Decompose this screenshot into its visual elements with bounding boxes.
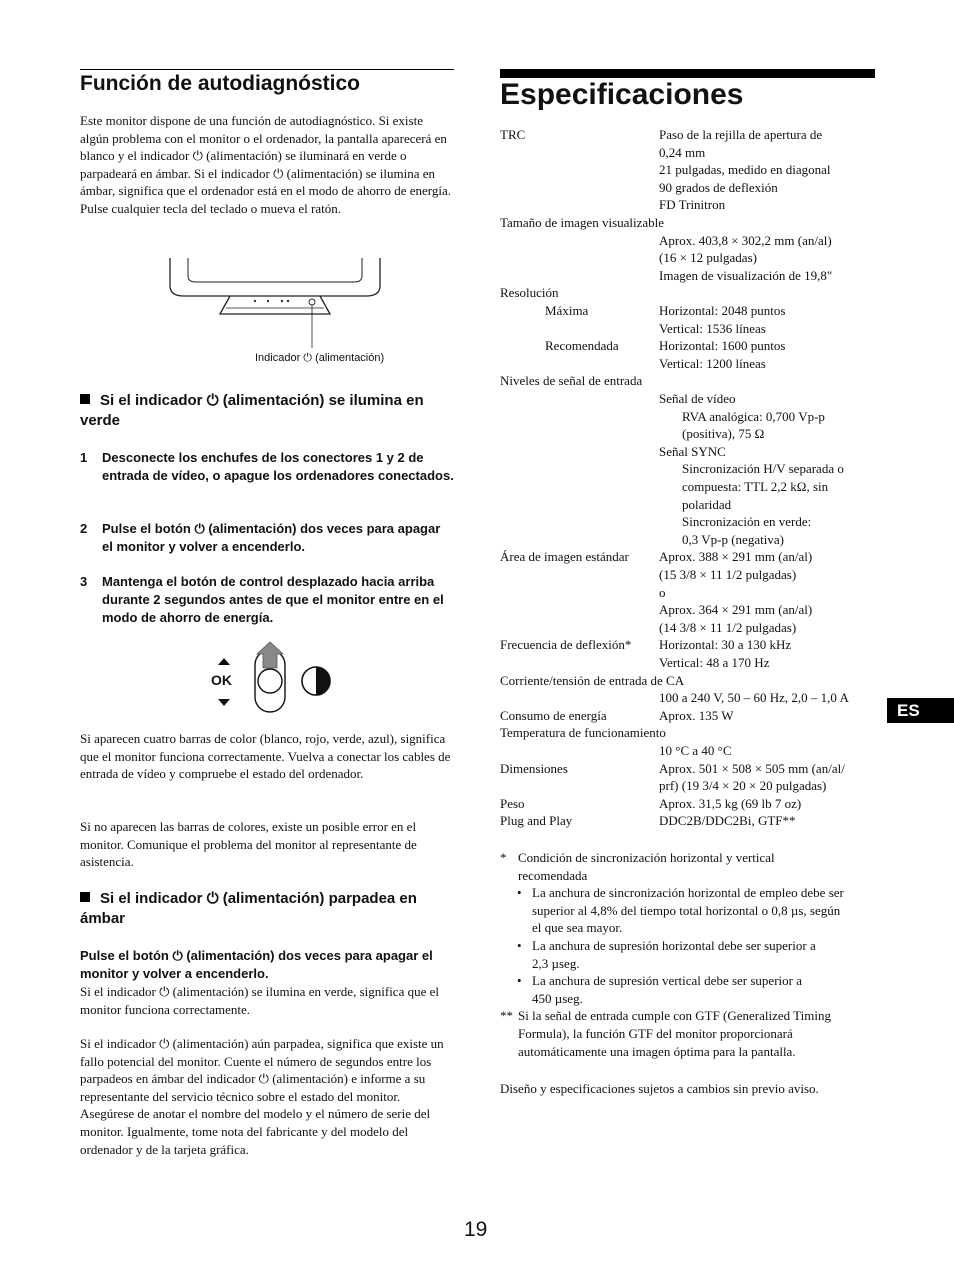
- note-line: 450 µseg.: [532, 990, 583, 1006]
- spec-value: polaridad: [682, 496, 732, 512]
- square-bullet-icon: [80, 892, 90, 902]
- spec-value: Aprox. 501 × 508 × 505 mm (an/al/: [659, 760, 845, 776]
- disclaimer: Diseño y especificaciones sujetos a cambios sin previo aviso.: [500, 1081, 819, 1096]
- spec-value: Vertical: 48 a 170 Hz: [659, 655, 770, 670]
- page-number: 19: [464, 1218, 488, 1241]
- spec-row: [500, 302, 880, 320]
- spec-row: [500, 742, 880, 760]
- spec-row: [500, 812, 880, 830]
- note-line: recomendada: [518, 867, 588, 883]
- note-line: Formula), la función GTF del monitor proporcionará: [518, 1025, 793, 1041]
- spec-value: Señal SYNC: [659, 443, 726, 459]
- spec-row: [500, 144, 880, 162]
- spec-value: Señal de vídeo: [659, 391, 736, 406]
- amber-paragraph-1: Si el indicador ⏻ (alimentación) se ilumina en verde, significa que el monitor funciona correctamente.: [80, 984, 439, 1017]
- spec-row: [500, 408, 880, 426]
- spec-row: [500, 372, 880, 390]
- spec-value: 100 a 240 V, 50 – 60 Hz, 2,0 – 1,0 A: [659, 690, 849, 706]
- spec-row: [500, 126, 880, 144]
- spec-row: [500, 584, 880, 602]
- spec-label: Consumo de energía: [500, 707, 607, 723]
- amber-instruction: Pulse el botón ⏻ (alimentación) dos veces para apagar el monitor y volver a encenderlo.: [80, 948, 433, 981]
- spec-row: [500, 777, 880, 795]
- spec-value: Horizontal: 30 a 130 kHz: [659, 637, 792, 653]
- spec-label: Máxima: [545, 303, 589, 318]
- spec-label: Temperatura de funcionamiento: [500, 725, 666, 741]
- figure-caption: Indicador ⏻ (alimentación): [255, 352, 385, 364]
- amber-paragraph-2: Si el indicador ⏻ (alimentación) aún parpadea, significa que existe un fallo potencial del monitor. Cuente el número de segundos entre los parpadeos en ámbar del indicador ⏻ (alimentación) e informe a su representante del servicio técnico sobre el estado del monitor. Asegúrese de anotar el nombre del modelo y el número de serie del monitor. Igualmente, tome nota del fabricante y del modelo del ordenador y de la tarjeta gráfica.: [80, 1036, 444, 1157]
- spec-value: (14 3/8 × 11 1/2 pulgadas): [659, 619, 797, 635]
- note-marker: **: [500, 1008, 513, 1024]
- step-text: Pulse el botón ⏻ (alimentación) dos veces para apagar el monitor y volver a encenderlo.: [102, 521, 441, 554]
- note-line: 2,3 µseg.: [532, 955, 580, 971]
- spec-row: [500, 267, 880, 285]
- green-indicator-heading: [80, 391, 454, 431]
- spec-row: [500, 337, 880, 355]
- monitor-figure: [160, 250, 390, 350]
- spec-label: Dimensiones: [500, 760, 568, 776]
- note-marker: •: [517, 973, 522, 989]
- spec-row: [500, 760, 880, 778]
- step-number: 3: [80, 574, 88, 589]
- spec-row: [500, 707, 880, 725]
- ok-label: OK: [211, 672, 232, 688]
- spec-row: [500, 249, 880, 267]
- spec-value: Vertical: 1536 líneas: [659, 320, 766, 336]
- note-line: La anchura de sincronización horizontal de empleo debe ser: [532, 885, 844, 901]
- spec-value: (16 × 12 pulgadas): [659, 250, 757, 266]
- amber-indicator-heading: [80, 889, 454, 929]
- spec-value: prf) (19 3/4 × 20 × 20 pulgadas): [659, 778, 827, 794]
- note-line: La anchura de supresión vertical debe ser superior a: [532, 973, 802, 989]
- spec-row: [500, 548, 880, 566]
- spec-row: [500, 355, 880, 373]
- spec-row: [500, 724, 880, 742]
- right-title-rule: [500, 69, 875, 78]
- spec-label: Tamaño de imagen visualizable: [500, 215, 665, 230]
- spec-value: Aprox. 388 × 291 mm (an/al): [659, 549, 813, 565]
- spec-label: Resolución: [500, 285, 559, 301]
- spec-row: [500, 232, 880, 250]
- spec-value: Aprox. 364 × 291 mm (an/al): [659, 602, 813, 618]
- spec-value: DDC2B/DDC2Bi, GTF**: [659, 813, 796, 829]
- spec-value: Paso de la rejilla de apertura de: [659, 127, 823, 142]
- spec-row: [500, 196, 880, 214]
- spec-value: 10 °C a 40 °C: [659, 743, 732, 758]
- left-title-rule: [80, 69, 454, 70]
- spec-row: [500, 566, 880, 584]
- spec-value: Sincronización en verde:: [682, 514, 812, 530]
- spec-row: [500, 284, 880, 302]
- left-section-title: Función de autodiagnóstico: [80, 72, 360, 95]
- spec-value: Aprox. 135 W: [659, 707, 734, 723]
- step-text: Mantenga el botón de control desplazado hacia arriba durante 2 segundos antes de que el monitor entre en el modo de ahorro de energía.: [102, 574, 444, 625]
- square-bullet-icon: [80, 394, 90, 404]
- step-number: 1: [80, 450, 88, 465]
- spec-value: 90 grados de deflexión: [659, 179, 778, 195]
- note-line: Si la señal de entrada cumple con GTF (Generalized Timing: [518, 1008, 832, 1024]
- note-line: superior al 4,8% del tiempo total horizontal o 0,8 µs, según: [532, 902, 841, 918]
- note-marker: *: [500, 850, 507, 865]
- note-line: La anchura de supresión horizontal debe ser superior a: [532, 938, 816, 953]
- amber-heading-text: Si el indicador ⏻ (alimentación) parpadea en ámbar: [80, 890, 417, 927]
- right-section-title: Especificaciones: [500, 78, 744, 111]
- spec-value: Sincronización H/V separada o: [682, 461, 844, 477]
- note-marker: •: [517, 885, 522, 901]
- spec-value: Vertical: 1200 líneas: [659, 355, 766, 371]
- intro-paragraph: Este monitor dispone de una función de autodiagnóstico. Si existe algún problema con el monitor o el ordenador, la pantalla aparecerá en blanco y el indicador ⏻ (alimentación) se iluminará en verde o parpadeará en ámbar. Si el indicador ⏻ (alimentación) se ilumina en ámbar, significa que el ordenador está en el modo de ahorro de energía. Pulse cualquier tecla del teclado o mueva el ratón.: [80, 113, 452, 216]
- spec-row: [500, 795, 880, 813]
- spec-value: 0,24 mm: [659, 144, 706, 160]
- steps-list: [80, 449, 454, 629]
- language-tab: ES: [887, 698, 954, 723]
- spec-row: [500, 531, 880, 549]
- spec-label: Corriente/tensión de entrada de CA: [500, 672, 685, 688]
- spec-row: [500, 425, 880, 443]
- spec-value: Horizontal: 2048 puntos: [659, 303, 786, 318]
- note-line: Condición de sincronización horizontal y vertical: [518, 850, 775, 865]
- spec-row: [500, 443, 880, 461]
- spec-value: FD Trinitron: [659, 197, 726, 213]
- note-line: automáticamente una imagen óptima para la pantalla.: [518, 1043, 796, 1059]
- spec-row: [500, 619, 880, 637]
- spec-value: (positiva), 75 Ω: [682, 426, 765, 442]
- spec-row: [500, 496, 880, 514]
- spec-row: [500, 654, 880, 672]
- note-line: el que sea mayor.: [532, 920, 623, 936]
- spec-value: Aprox. 403,8 × 302,2 mm (an/al): [659, 232, 832, 248]
- no-bars-paragraph: Si no aparecen las barras de colores, existe un posible error en el monitor. Comunique el problema del monitor al representante de asistencia.: [80, 819, 417, 870]
- spec-value: compuesta: TTL 2,2 kΩ, sin: [682, 479, 829, 494]
- spec-value: 0,3 Vp-p (negativa): [682, 531, 784, 547]
- spec-row: [500, 513, 880, 531]
- spec-label: Frecuencia de deflexión*: [500, 637, 632, 653]
- spec-row: [500, 390, 880, 408]
- spec-value: 21 pulgadas, medido en diagonal: [659, 162, 831, 178]
- spec-row: [500, 636, 880, 654]
- spec-label: TRC: [500, 127, 526, 142]
- spec-row: [500, 478, 880, 496]
- spec-value: (15 3/8 × 11 1/2 pulgadas): [659, 567, 797, 582]
- spec-row: [500, 460, 880, 478]
- green-heading-text: Si el indicador ⏻ (alimentación) se ilumina en verde: [80, 392, 424, 429]
- color-bars-paragraph: Si aparecen cuatro barras de color (blanco, rojo, verde, azul), significa que el monitor funciona correctamente. Vuelva a conectar los cables de entrada de vídeo y compruebe el estado del ordenador.: [80, 731, 451, 782]
- spec-row: [500, 320, 880, 338]
- step-text: Desconecte los enchufes de los conectores 1 y 2 de entrada de vídeo, o apague los ordenadores conectados.: [102, 450, 454, 483]
- spec-row: [500, 672, 880, 690]
- spec-label: Área de imagen estándar: [500, 549, 629, 565]
- spec-value: Imagen de visualización de 19,8": [659, 267, 833, 283]
- spec-row: [500, 601, 880, 619]
- note-marker: •: [517, 938, 522, 953]
- step-number: 2: [80, 521, 88, 536]
- spec-label: Peso: [500, 795, 525, 811]
- spec-row: [500, 179, 880, 197]
- spec-value: Horizontal: 1600 puntos: [659, 338, 786, 354]
- spec-label: Recomendada: [545, 338, 619, 354]
- spec-row: [500, 161, 880, 179]
- spec-row: [500, 689, 880, 707]
- spec-label: Plug and Play: [500, 813, 573, 829]
- spec-value: Aprox. 31,5 kg (69 lb 7 oz): [659, 795, 802, 811]
- spec-row: [500, 214, 880, 232]
- spec-value: RVA analógica: 0,700 Vp-p: [682, 408, 825, 424]
- spec-label: Niveles de señal de entrada: [500, 373, 643, 389]
- spec-value: o: [659, 584, 666, 600]
